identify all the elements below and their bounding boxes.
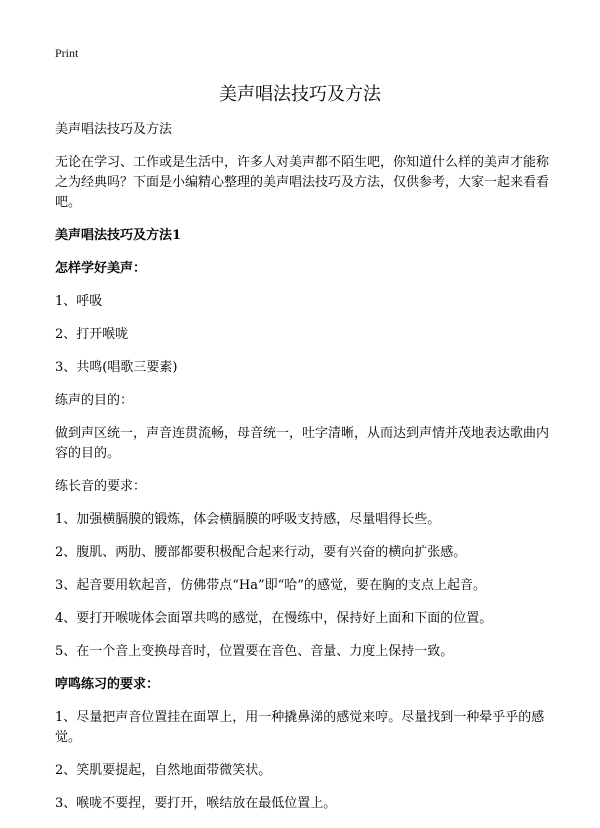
list-item: 3、喉咙不要捏，要打开，喉结放在最低位置上。	[55, 796, 337, 811]
print-link[interactable]: Print	[55, 46, 79, 60]
list-item: 2、笑肌要提起，自然地面带微笑状。	[55, 763, 272, 778]
list-item: 5、在一个音上变换母音时，位置要在音色、音量、力度上保持一致。	[55, 644, 454, 659]
list-item: 1、呼吸	[55, 294, 103, 309]
list-item: 1、尽量把声音位置挂在面罩上，用一种撬鼻涕的感觉来哼。尽量找到一种晕乎乎的感觉。	[55, 710, 545, 745]
list-item: 3、起音要用软起音，仿佛带点“Ha”即“哈”的感觉，要在胸的支点上起音。	[55, 578, 486, 593]
paragraph-label: 练声的目的：	[55, 393, 134, 408]
list-item: 3、共鸣(唱歌三要素)	[55, 360, 178, 375]
article-body	[55, 120, 550, 827]
page-title: 美声唱法技巧及方法	[219, 84, 381, 105]
list-item: 2、腹肌、两肋、腰部都要积极配合起来行动，要有兴奋的横向扩张感。	[55, 545, 467, 560]
list-item: 2、打开喉咙	[55, 327, 129, 342]
paragraph-subtitle: 美声唱法技巧及方法	[55, 122, 173, 137]
paragraph-label: 练长音的要求：	[55, 479, 147, 494]
section-heading: 美声唱法技巧及方法1	[55, 228, 182, 243]
paragraph-intro: 无论在学习、工作或是生活中，许多人对美声都不陌生吧，你知道什么样的美声才能称之为经典吗？下面是小编精心整理的美声唱法技巧及方法，仅供参考，大家一起来看看吧。	[55, 155, 550, 210]
list-item: 4、要打开喉咙体会面罩共鸣的感觉，在慢练中，保持好上面和下面的位置。	[55, 611, 493, 626]
list-item: 1、加强横膈膜的锻炼，体会横膈膜的呼吸支持感，尽量唱得长些。	[55, 512, 441, 527]
paragraph: 做到声区统一，声音连贯流畅，母音统一，吐字清晰，从而达到声情并茂地表达歌曲内容的目的。	[55, 426, 550, 461]
subsection-heading: 哼鸣练习的要求：	[55, 677, 160, 692]
subsection-heading: 怎样学好美声：	[55, 261, 147, 276]
